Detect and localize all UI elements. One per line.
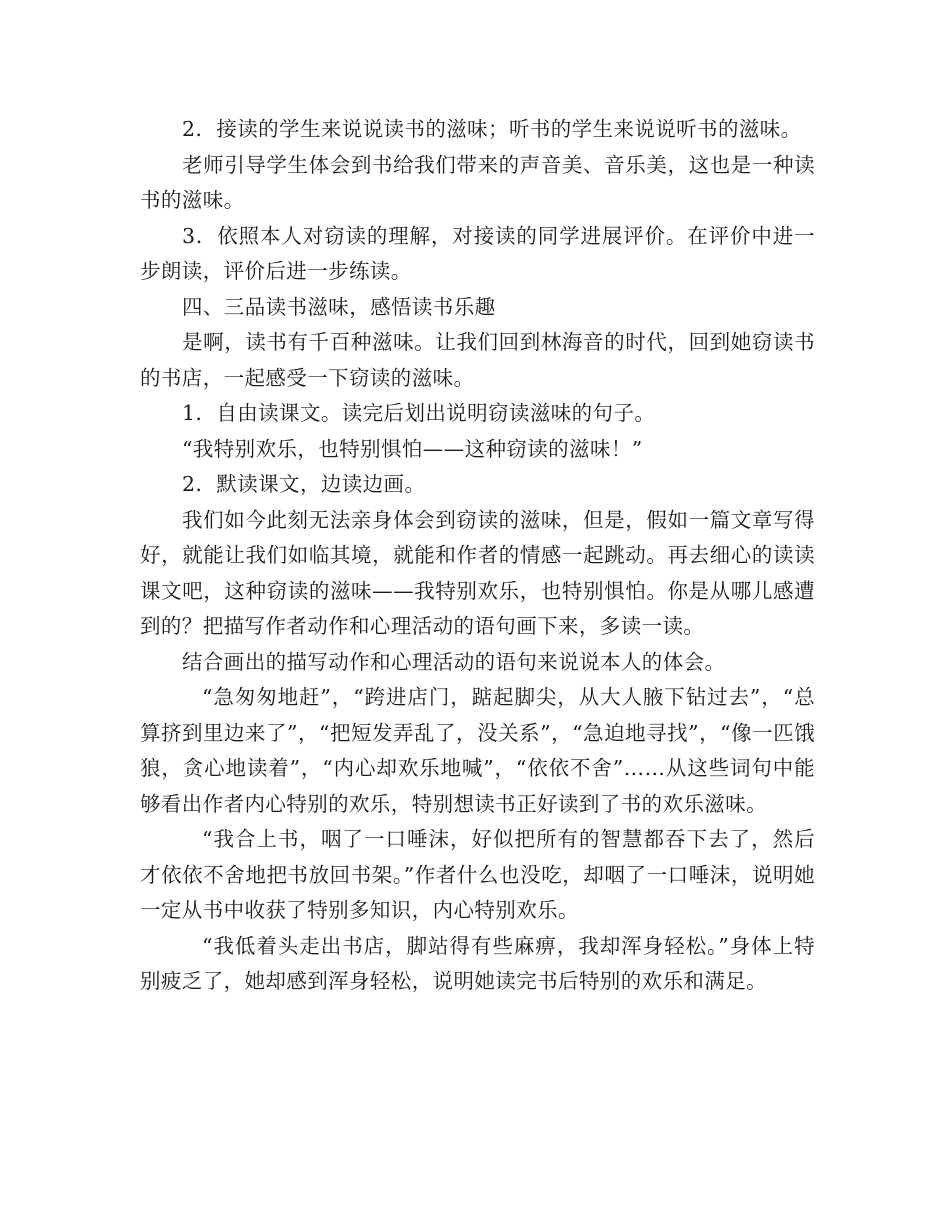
paragraph-5: 是啊，读书有千百种滋味。让我们回到林海音的时代，回到她窃读书的书店，一起感受一下窃读的滋味。 <box>140 330 815 390</box>
paragraph-1: 2．接读的学生来说说读书的滋味；听书的学生来说说听书的滋味。 <box>182 117 802 141</box>
section-heading: 四、三品读书滋味，感悟读书乐趣 <box>182 294 496 319</box>
paragraph-6: 1．自由读课文。读完后划出说明窃读滋味的句子。 <box>182 401 656 425</box>
document-body <box>140 112 815 1000</box>
paragraph-3: 3．依照本人对窃读的理解，对接读的同学进展评价。在评价中进一步朗读，评价后进一步练读。 <box>140 223 815 283</box>
paragraph-10: 结合画出的描写动作和心理活动的语句来说说本人的体会。 <box>182 649 726 674</box>
paragraph-8: 2．默读课文，边读边画。 <box>182 472 426 496</box>
paragraph-7: “我特别欢乐，也特别惧怕——这种窃读的滋味！” <box>182 436 643 461</box>
paragraph-2: 老师引导学生体会到书给我们带来的声音美、音乐美，这也是一种读书的滋味。 <box>140 152 815 212</box>
paragraph-12: “我合上书，咽了一口唾沫，好似把所有的智慧都吞下去了，然后才依依不舍地把书放回书架。”作者什么也没吃，却咽了一口唾沫，说明她一定从书中收获了特别多知识，内心特别欢乐。 <box>140 827 815 922</box>
paragraph-13: “我低着头走出书店，脚站得有些麻痹，我却浑身轻松。”身体上特别疲乏了，她却感到浑身轻松，说明她读完书后特别的欢乐和满足。 <box>140 933 815 993</box>
paragraph-9: 我们如今此刻无法亲身体会到窃读的滋味，但是，假如一篇文章写得好，就能让我们如临其境，就能和作者的情感一起跳动。再去细心的读读课文吧，这种窃读的滋味——我特别欢乐，也特别惧怕。你是从哪儿感遭到的？把描写作者动作和心理活动的语句画下来，多读一读。 <box>140 507 815 638</box>
paragraph-11: “急匆匆地赶”，“跨进店门，踮起脚尖，从大人腋下钻过去”，“总算挤到里边来了”，“把短发弄乱了，没关系”，“急迫地寻找”，“像一匹饿狼，贪心地读着”，“内心却欢乐地喊”，“依依不舍”……从这些词句中能够看出作者内心特别的欢乐，特别想读书正好读到了书的欢乐滋味。 <box>140 685 815 816</box>
